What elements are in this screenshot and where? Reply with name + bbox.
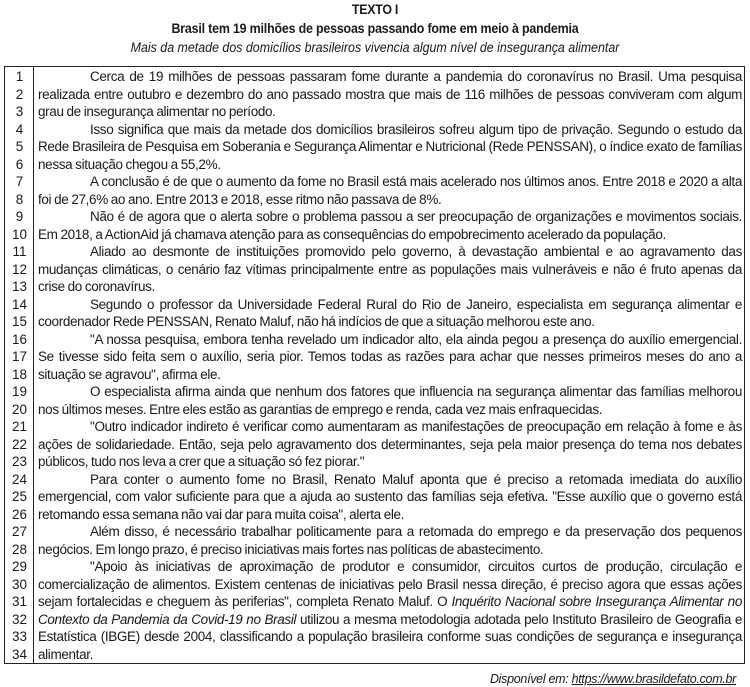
source-citation bbox=[490, 672, 736, 686]
source-prefix: Disponível em: bbox=[489, 672, 572, 686]
line-number: 6 bbox=[15, 156, 24, 172]
article-line: alimentar. bbox=[38, 646, 94, 662]
article-line: retomando essa semana não vai dar para muita coisa", alerta ele. bbox=[38, 506, 405, 522]
line-number: 19 bbox=[11, 384, 28, 399]
line-number: 13 bbox=[11, 279, 28, 294]
article-line: grau de insegurança alimentar no período. bbox=[38, 104, 276, 119]
line-number: 22 bbox=[11, 436, 28, 452]
article-line: Estatística (IBGE) desde 2004, classificando a população brasileira conforme suas condições de segurança e insegurança bbox=[38, 629, 742, 644]
article-box bbox=[4, 66, 745, 664]
article-line: "A nossa pesquisa, embora tenha revelado um indicador alto, ela ainda pegou a presença do auxílio emergencial. bbox=[90, 331, 742, 347]
source-link[interactable]: https://www.brasildefato.com.br bbox=[571, 672, 736, 686]
line-number: 9 bbox=[15, 209, 24, 224]
article-line: Não é de agora que o alerta sobre o problema passou a ser preocupação de organizações e movimentos sociais. bbox=[90, 209, 742, 224]
line-number: 18 bbox=[11, 366, 28, 382]
survey-title-italic: Contexto da Pandemia da Covid-19 no Brasil bbox=[38, 611, 297, 627]
line-number: 20 bbox=[11, 401, 28, 417]
article-line: situação se agravou", afirma ele. bbox=[38, 366, 221, 382]
line-number: 1 bbox=[15, 69, 24, 84]
line-number: 10 bbox=[11, 226, 28, 242]
line-text-after: utilizou a mesma metodologia adotada pelo Instituto Brasileiro de Geografia e bbox=[296, 611, 742, 627]
article-line: "Outro indicador indireto é verificar como aumentaram as manifestações de preocupação em relação à fome e às bbox=[90, 419, 742, 434]
article-line: comercialização de alimentos. Existem centenas de iniciativas pelo Brasil nessa direção, é preciso agora que essas ações bbox=[38, 576, 742, 592]
article-subtitle: Mais da metade dos domicílios brasileiros vivencia algum nível de insegurança alimentar bbox=[130, 40, 620, 55]
line-number: 3 bbox=[15, 104, 24, 119]
survey-title-italic: Inquérito Nacional sobre Insegurança Alimentar no bbox=[451, 594, 743, 609]
article-line: coordenador Rede PENSSAN, Renato Maluf, não há indícios de que a situação melhorou este ano. bbox=[38, 314, 595, 329]
article-line: públicos, tudo nos leva a crer que a situação só fez piorar." bbox=[38, 454, 365, 469]
line-number: 30 bbox=[11, 576, 28, 592]
line-number: 8 bbox=[15, 191, 24, 207]
article-line: foi de 27,6% ao ano. Entre 2013 e 2018, esse ritmo não passava de 8%. bbox=[38, 191, 442, 207]
line-number: 7 bbox=[15, 174, 24, 189]
line-number: 2 bbox=[15, 86, 24, 102]
article-line: Em 2018, a ActionAid já chamava atenção para as consequências do empobrecimento acelerado da população. bbox=[38, 226, 666, 242]
line-number: 15 bbox=[11, 314, 28, 329]
line-number: 14 bbox=[11, 296, 28, 312]
line-number: 12 bbox=[11, 261, 28, 277]
article-line: Rede Brasileira de Pesquisa em Soberania e Segurança Alimentar e Nutricional (Rede PENSSAN), o índice exato de famílias bbox=[38, 139, 742, 154]
article-line: mudanças climáticas, o cenário faz vítimas principalmente entre as populações mais vulneráveis e não é fruto apenas da bbox=[38, 261, 742, 277]
line-number: 21 bbox=[11, 419, 28, 434]
article-line bbox=[38, 593, 742, 611]
line-number-column bbox=[5, 67, 34, 663]
article-line: Isso significa que mais da metade dos domicílios brasileiros sofreu algum tipo de privação. Segundo o estudo da bbox=[90, 121, 742, 137]
line-number: 27 bbox=[11, 524, 28, 539]
article-line: O especialista afirma ainda que nenhum dos fatores que influencia na segurança alimentar das famílias melhorou bbox=[90, 384, 742, 399]
article-line: A conclusão é de que o aumento da fome no Brasil está mais acelerado nos últimos anos. Entre 2018 e 2020 a alta bbox=[90, 174, 742, 189]
line-number: 33 bbox=[11, 629, 28, 644]
line-number: 4 bbox=[15, 121, 24, 137]
line-number: 28 bbox=[11, 541, 28, 557]
line-number: 32 bbox=[11, 611, 28, 627]
line-number: 24 bbox=[11, 471, 28, 487]
line-number: 23 bbox=[11, 454, 28, 469]
article-line: negócios. Em longo prazo, é preciso iniciativas mais fortes nas políticas de abastecimento. bbox=[38, 541, 544, 557]
article-line: Além disso, é necessário trabalhar politicamente para a retomada do emprego e da preservação dos pequenos bbox=[90, 524, 742, 539]
line-number: 29 bbox=[11, 559, 28, 574]
article-line: crise do coronavírus. bbox=[38, 279, 155, 294]
line-text-before: sejam fortalecidas e cheguem às periferias", completa Renato Maluf. O bbox=[38, 594, 452, 609]
article-line: nessa situação chegou a 55,2%. bbox=[38, 156, 221, 172]
line-number: 34 bbox=[11, 646, 28, 662]
article-line: nos últimos meses. Entre eles estão as garantias de emprego e renda, cada vez mais enfraquecidas. bbox=[38, 401, 603, 417]
line-number: 26 bbox=[11, 506, 28, 522]
article-line: Aliado ao desmonte de instituições promovido pelo governo, à devastação ambiental e ao agravamento das bbox=[90, 244, 742, 259]
line-number: 31 bbox=[11, 594, 28, 609]
line-number: 5 bbox=[15, 139, 24, 154]
article-line: Se tivesse sido feita sem o auxílio, seria pior. Temos todas as razões para achar que nesses primeiros meses do ano a bbox=[38, 349, 742, 364]
text-label: TEXTO I bbox=[351, 2, 399, 17]
article-text-column bbox=[34, 67, 744, 663]
article-line: ações de solidariedade. Então, seja pelo agravamento dos determinantes, seja pela maior presença do tema nos debates bbox=[38, 436, 742, 452]
article-line bbox=[38, 611, 742, 629]
article-line: "Apoio às iniciativas de aproximação de produtor e consumidor, circuitos curtos de produção, circulação e bbox=[90, 559, 742, 574]
article-line: Cerca de 19 milhões de pessoas passaram fome durante a pandemia do coronavírus no Brasil. Uma pesquisa bbox=[90, 69, 742, 84]
article-line: Segundo o professor da Universidade Federal Rural do Rio de Janeiro, especialista em segurança alimentar e bbox=[90, 296, 742, 312]
article-line: realizada entre outubro e dezembro do ano passado mostra que mais de 116 milhões de pessoas conviveram com algum bbox=[38, 86, 742, 102]
article-title: Brasil tem 19 milhões de pessoas passando fome em meio à pandemia bbox=[171, 21, 579, 36]
article-line: Para conter o aumento fome no Brasil, Renato Maluf aponta que é preciso a retomada imediata do auxílio bbox=[90, 471, 742, 487]
line-number: 16 bbox=[11, 331, 28, 347]
line-number: 11 bbox=[12, 244, 27, 259]
line-number: 17 bbox=[11, 349, 28, 364]
line-number: 25 bbox=[11, 489, 28, 504]
article-line: emergencial, com valor suficiente para que a ajuda ao sustento das famílias seja efetiva. "Esse auxílio que o governo está bbox=[38, 489, 742, 504]
